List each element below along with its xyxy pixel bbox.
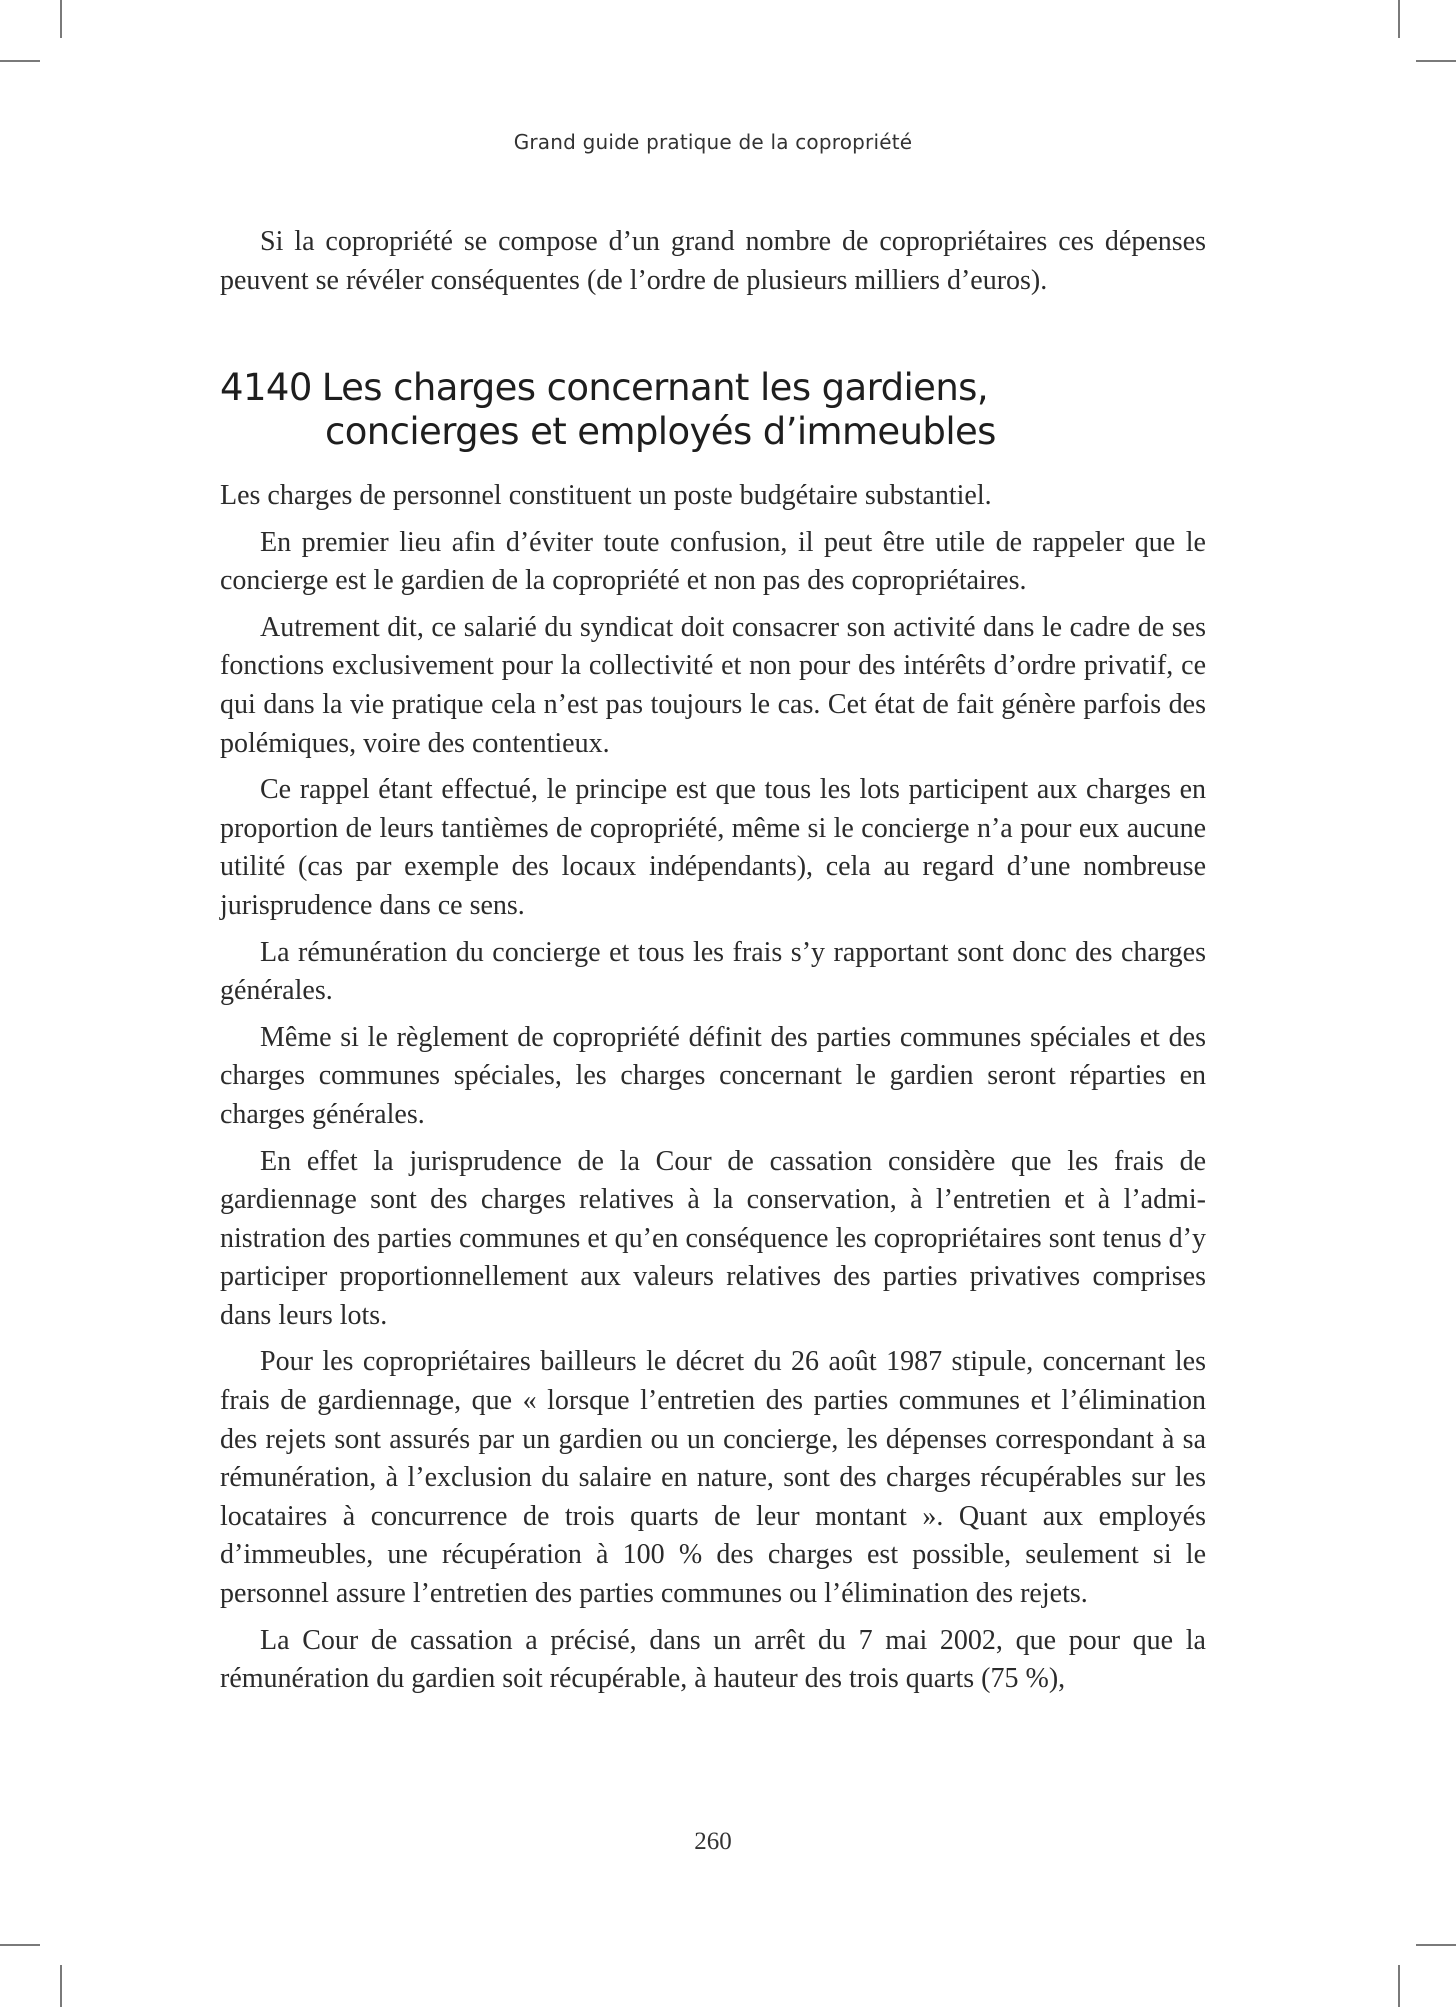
body-paragraph: Même si le règlement de copropriété définit des parties communes spéciales et des charges communes spéciales, les charges concernant le gardien seront réparties en charges générales. [220,1021,1206,1130]
crop-mark-top-right-vertical [1398,0,1400,38]
crop-mark-bottom-right-horizontal [1416,1944,1456,1946]
body-paragraph: En effet la jurisprudence de la Cour de cassation considère que les frais de gardiennage sont des charges relatives à la conservation, à l’entretien et à l’administration des parties communes et qu’en conséquence les copropriétaires sont tenus d’y participer proportionnellement aux valeurs relatives des parties privatives comprises dans leurs lots. [220,1145,1206,1331]
crop-mark-top-left-vertical [60,0,62,38]
section-number: 4140 [220,366,312,409]
crop-mark-top-right-horizontal [1416,60,1456,62]
page-number: 260 [694,1828,732,1855]
section-heading [220,366,1220,454]
body-paragraph: En premier lieu afin d’éviter toute confusion, il peut être utile de rappeler que le concierge est le gardien de la copropriété et non pas des copropriétaires. [220,526,1206,597]
intro-paragraph: Si la copropriété se compose d’un grand nombre de copropriétaires ces dépenses peuvent se révéler conséquentes (de l’ordre de plusieurs milliers d’euros). [220,226,1206,296]
crop-mark-bottom-left-vertical [60,1965,62,2007]
body-paragraph: La Cour de cassation a précisé, dans un arrêt du 7 mai 2002, que pour que la rémunération du gardien soit récupérable, à hauteur des trois quarts (75 %), [220,1624,1206,1695]
crop-mark-bottom-right-vertical [1398,1965,1400,2007]
crop-mark-bottom-left-horizontal [0,1944,40,1946]
body-text-block [220,477,1206,1707]
body-paragraph: La rémunération du concierge et tous les frais s’y rapportant sont donc des charges générales. [220,936,1206,1007]
body-paragraph: Ce rappel étant effectué, le principe est que tous les lots participent aux charges en proportion de leurs tantièmes de copropriété, même si le concierge n’a pour eux aucune utilité (cas par exemple des locaux indépendants), cela au regard d’une nombreuse jurisprudence dans ce sens. [220,774,1206,921]
body-paragraph: Les charges de personnel constituent un poste budgétaire substantiel. [220,480,992,511]
body-paragraph: Pour les copropriétaires bailleurs le décret du 26 août 1987 stipule, concernant les frais de gardiennage, que « lorsque l’entretien des parties communes et l’élimination des rejets sont assurés par un gardien ou un concierge, les dépenses correspondant à sa rémunération, à l’exclusion du salaire en nature, sont des charges récupérables sur les locataires à concurrence de trois quarts de leur montant ». Quant aux employés d’immeubles, une récupération à 100 % des charges est possible, seulement si le personnel assure l’entretien des parties communes ou l’élimination des rejets. [220,1346,1206,1610]
crop-mark-top-left-horizontal [0,60,40,62]
intro-text-block [220,223,1206,308]
section-title-line1: Les charges concernant les gardiens, [321,366,989,409]
section-title-line2: concierges et employés d’immeubles [325,410,996,453]
running-header: Grand guide pratique de la copropriété [513,130,913,154]
body-paragraph: Autrement dit, ce salarié du syndicat doit consacrer son activité dans le cadre de ses fonctions exclusivement pour la collectivité et non pour des intérêts d’ordre privatif, ce qui dans la vie pratique cela n’est pas toujours le cas. Cet état de fait génère parfois des polémiques, voire des contentieux. [220,611,1206,759]
